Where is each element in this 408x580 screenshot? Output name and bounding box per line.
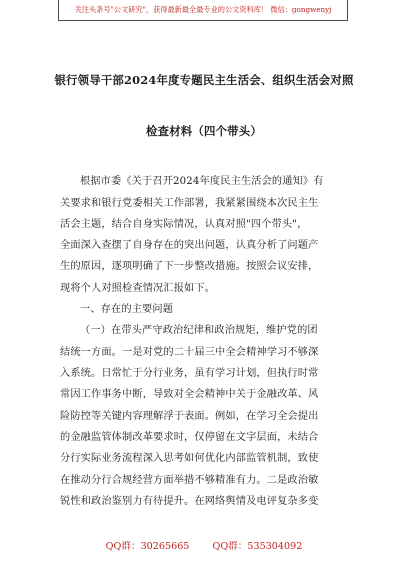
body-paragraph-line: 常因工作事务中断，导致对全会精神中关于金融改革、风 xyxy=(60,389,319,400)
body-paragraph-line: 入系统。日常忙于分行业务，虽有学习计划，但执行时常 xyxy=(60,368,319,379)
body-paragraph-line: 结统一方面。一是对党的二十届三中全会精神学习不够深 xyxy=(60,347,319,358)
body-paragraph-line: 关要求和银行党委相关工作部署，我紧紧围绕本次民主生 xyxy=(60,198,319,209)
body-paragraph-line: 锐性和政治鉴别力有待提升。在网络舆情及电评复杂多变 xyxy=(60,496,319,507)
body-paragraph-line: 全面深入查摆了自身存在的突出问题，认真分析了问题产 xyxy=(60,240,319,251)
footer-contact xyxy=(0,538,408,552)
document-title-line-1: 银行领导干部2024年度专题民主生活会、组织生活会对照 xyxy=(54,73,354,87)
body-paragraph-line: 根据市委《关于召开2024年度民主生活会的通知》有 xyxy=(80,176,324,187)
body-paragraph-line: 分行实际业务流程深入思考如何优化内部监管机制，致使 xyxy=(60,453,319,464)
top-notice-banner: 关注头条号"公文研究"，获得最新最全最专业的公文资料库！ 微信：gongwenyj xyxy=(58,0,348,21)
document-title-line-2: 检查材料（四个带头） xyxy=(146,124,262,138)
body-paragraph-line: （一）在带头严守政治纪律和政治规矩，维护党的团 xyxy=(80,325,318,336)
body-paragraph-line: 现将个人对照检查情况汇报如下。 xyxy=(60,283,216,294)
body-paragraph-line: 生的原因，逐项明确了下一步整改措施。按照会议安排， xyxy=(60,261,319,272)
body-paragraph-line: 的金融监管体制改革要求时，仅停留在文字层面，未结合 xyxy=(60,432,319,443)
body-paragraph-line: 险防控等关键内容理解浮于表面。例如，在学习全会提出 xyxy=(60,411,319,422)
body-paragraph-line: 活会主题，结合自身实际情况，认真对照"四个带头"， xyxy=(60,219,308,230)
body-paragraph-line: 在推动分行合规经营方面举措不够精准有力。二是政治敏 xyxy=(60,475,319,486)
footer-qq-group-1: QQ群：30265665 xyxy=(105,541,190,552)
section-heading: 一、存在的主要问题 xyxy=(80,304,174,315)
footer-qq-group-2: QQ群：535304092 xyxy=(212,541,303,552)
